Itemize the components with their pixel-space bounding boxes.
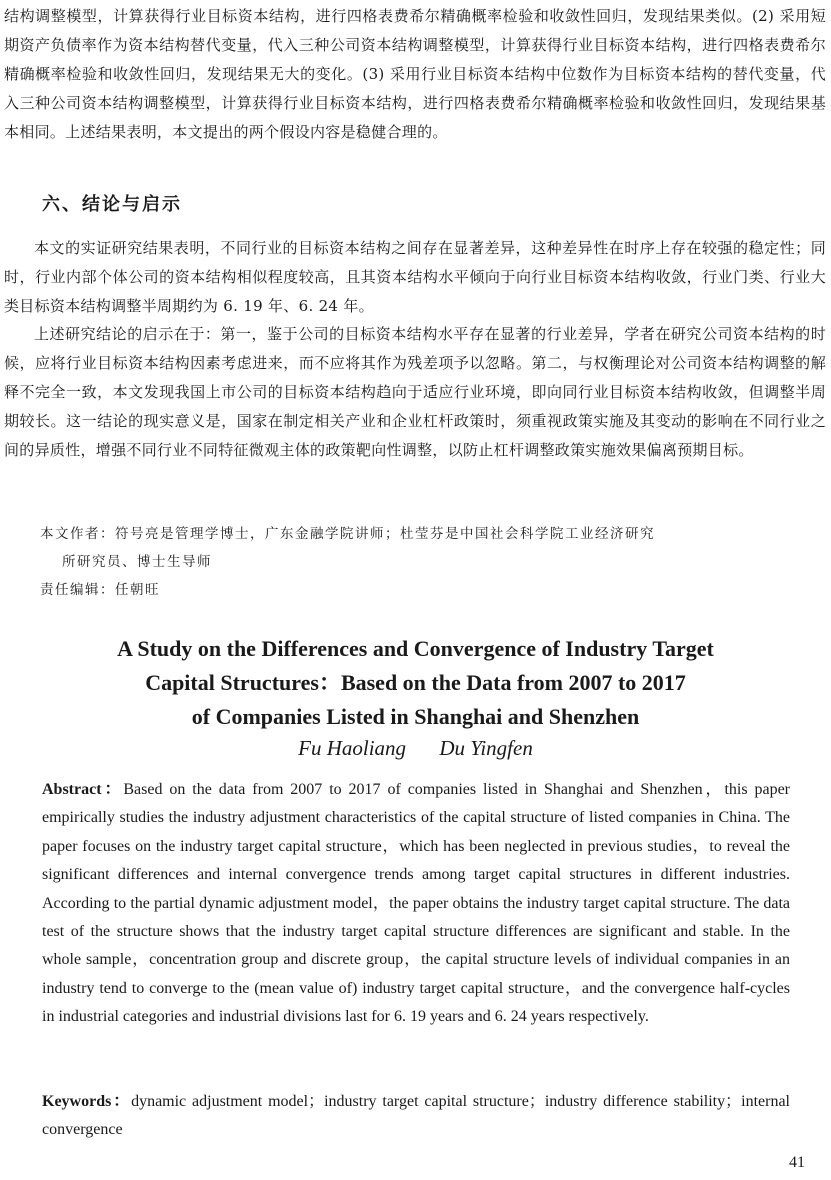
abstract	[42, 776, 790, 1032]
english-authors	[0, 736, 831, 761]
page-number: 41	[789, 1154, 805, 1171]
abstract-label: Abstract：	[42, 781, 124, 798]
keywords	[42, 1088, 790, 1145]
english-title-line-3: of Companies Listed in Shanghai and Shenzhen	[191, 704, 640, 729]
conclusion-paragraph-2: 上述研究结论的启示在于：第一，鉴于公司的目标资本结构水平存在显著的行业差异，学者在研究公司资本结构的时候，应将行业目标资本结构因素考虑进来，而不应将其作为残差项予以忽略。第二，与权衡理论对公司资本结构调整的解释不完全一致，本文发现我国上市公司的目标资本结构趋向于适应行业环境，即向同行业目标资本结构收敛，但调整半周期较长。这一结论的现实意义是，国家在制定相关产业和企业杠杆政策时，须重视政策实施及其变动的影响在不同行业之间的异质性，增强不同行业不同特征微观主体的政策靶向性调整，以防止杠杆调整政策实施效果偏离预期目标。	[4, 325, 826, 459]
author-1: Fu Haoliang	[298, 736, 407, 760]
continuation-paragraph: 结构调整模型，计算获得行业目标资本结构，进行四格表费希尔精确概率检验和收敛性回归，发现结果类似。(2) 采用短期资产负债率作为资本结构替代变量，代入三种公司资本结构调整模型，计算获得行业目标资本结构，进行四格表费希尔精确概率检验和收敛性回归，发现结果无大的变化。(3) 采用行业目标资本结构中位数作为目标资本结构的替代变量，代入三种公司资本结构调整模型，计算获得行业目标资本结构，进行四格表费希尔精确概率检验和收敛性回归，发现结果基本相同。上述结果表明，本文提出的两个假设内容是稳健合理的。	[4, 7, 826, 141]
english-title-line-2: Capital Structures：Based on the Data from 2007 to 2017	[145, 670, 686, 695]
editor-note: 责任编辑：任朝旺	[40, 582, 160, 598]
conclusion-paragraph-1: 本文的实证研究结果表明，不同行业的目标资本结构之间存在显著差异，这种差异性在时序上存在较强的稳定性；同时，行业内部个体公司的资本结构相似程度较高，且其资本结构水平倾向于向行业目标资本结构收敛，行业门类、行业大类目标资本结构调整半周期约为 6. 19 年、6. 24 年。	[4, 239, 826, 315]
keywords-label: Keywords：	[42, 1093, 132, 1110]
section-heading: 六、结论与启示	[42, 194, 182, 215]
keywords-text: dynamic adjustment model；industry target capital structure；industry difference stability；internal convergence	[42, 1093, 790, 1139]
author-note-line-1: 本文作者：符号亮是管理学博士，广东金融学院讲师；杜莹芬是中国社会科学院工业经济研究	[40, 526, 655, 542]
author-2: Du Yingfen	[439, 736, 533, 760]
author-note-line-2: 所研究员、博士生导师	[62, 554, 212, 570]
english-title	[0, 632, 831, 734]
english-title-line-1: A Study on the Differences and Convergence of Industry Target	[117, 636, 714, 661]
author-note	[40, 520, 826, 576]
abstract-text: Based on the data from 2007 to 2017 of companies listed in Shanghai and Shenzhen，this paper empirically studies the industry adjustment characteristics of the capital structure of listed companies in China. The paper focuses on the industry target capital structure，which has been neglected in previous studies，to reveal the significant differences and internal convergence trends among target capital structures in different industries. According to the partial dynamic adjustment model，the paper obtains the industry target capital structure. The data test of the structure shows that the industry target capital structure differences are significant and stable. In the whole sample，concentration group and discrete group，the capital structure levels of individual companies in an industry tend to converge to the (mean value of) industry target capital structure，and the convergence half-cycles in industrial categories and industrial divisions last for 6. 19 years and 6. 24 years respectively.	[42, 781, 791, 1026]
